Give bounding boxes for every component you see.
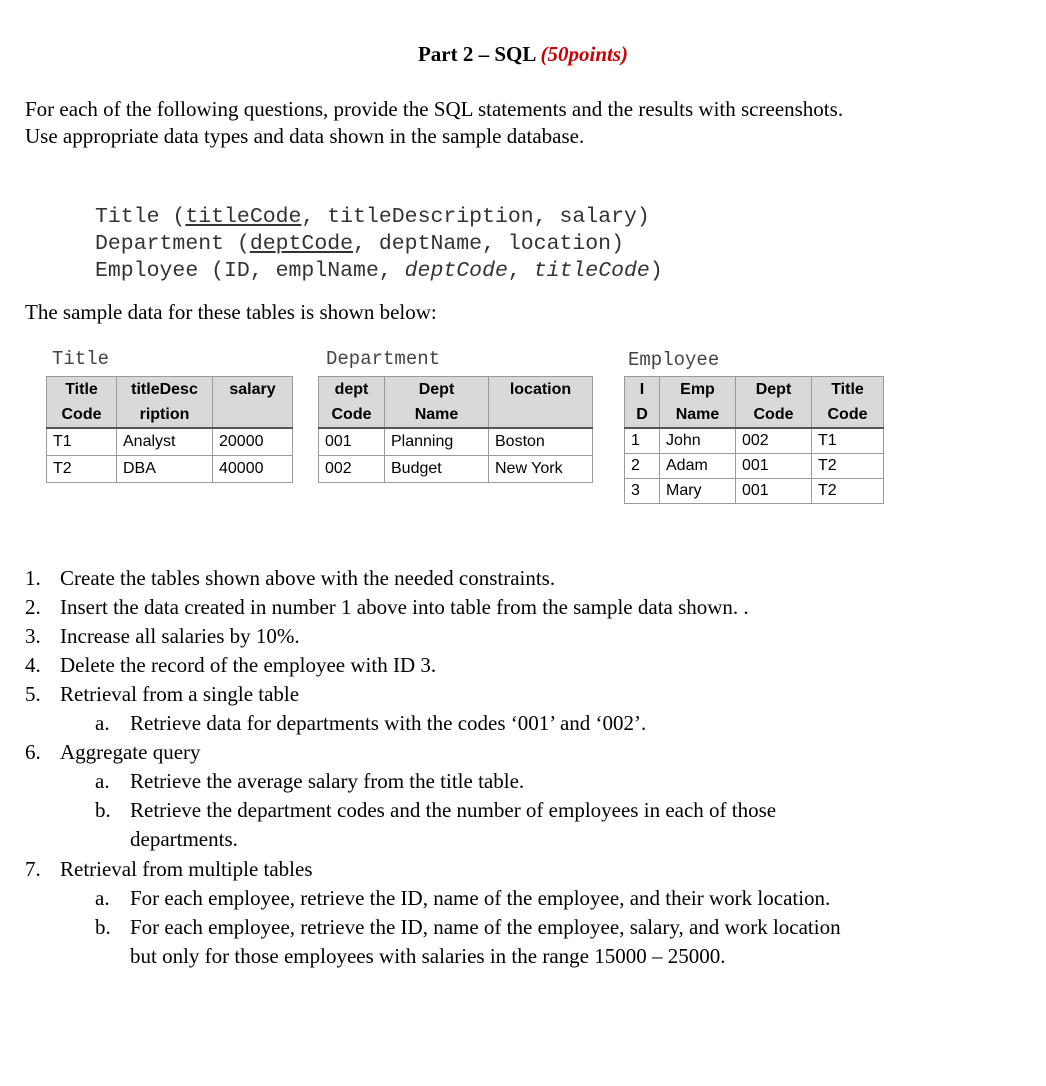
subquestion-letter: b. [95, 915, 111, 939]
table-cell: 002 [319, 456, 385, 483]
question-6b [95, 796, 776, 825]
table-cell: 002 [736, 428, 812, 454]
page-heading [0, 42, 1046, 67]
subquestion-text: For each employee, retrieve the ID, name of the employee, salary, and work location [130, 915, 841, 939]
table-cell: Budget [385, 456, 489, 483]
question-5 [25, 680, 299, 709]
question-3 [25, 622, 300, 651]
question-4 [25, 651, 436, 680]
column-header: I D [625, 377, 660, 429]
question-7 [25, 855, 313, 884]
column-header: Title Code [812, 377, 884, 429]
table-row [47, 456, 293, 483]
schema-title [95, 204, 663, 231]
subquestion-letter: a. [95, 711, 110, 735]
subquestion-text: For each employee, retrieve the ID, name of the employee, and their work location. [130, 886, 831, 910]
table-row [625, 428, 884, 454]
schema-department-key: deptCode [249, 232, 354, 256]
table-cell: Analyst [117, 428, 213, 456]
table-cell: Mary [660, 479, 736, 504]
table-row [47, 428, 293, 456]
question-6 [25, 738, 201, 767]
title-header-row [47, 377, 293, 429]
department-header-row [319, 377, 593, 429]
table-cell: T1 [47, 428, 117, 456]
question-text: Aggregate query [60, 740, 201, 764]
question-7a [95, 884, 830, 913]
table-row [625, 454, 884, 479]
subquestion-text: Retrieve the average salary from the title table. [130, 769, 525, 793]
subquestion-text: Retrieve data for departments with the codes ‘001’ and ‘002’. [130, 711, 647, 735]
schema-title-key: titleCode [185, 205, 302, 229]
schema-department [95, 231, 663, 258]
question-number: 7. [25, 857, 41, 881]
department-table-caption: Department [326, 348, 441, 370]
table-row [625, 479, 884, 504]
employee-table [624, 376, 884, 504]
subquestion-letter: a. [95, 886, 110, 910]
subquestion-letter: b. [95, 798, 111, 822]
column-header: Title Code [47, 377, 117, 429]
heading-points: (50points) [540, 42, 629, 66]
intro-paragraph [25, 96, 843, 150]
question-text: Increase all salaries by 10%. [60, 624, 300, 648]
schema-employee-sep: , [507, 259, 534, 283]
subquestion-text: Retrieve the department codes and the number of employees in each of those [130, 798, 777, 822]
employee-table-caption: Employee [628, 349, 720, 371]
table-row [319, 428, 593, 456]
table-cell: 1 [625, 428, 660, 454]
table-cell: Boston [489, 428, 593, 456]
table-cell: 001 [736, 479, 812, 504]
table-cell: T1 [812, 428, 884, 454]
table-cell: T2 [812, 479, 884, 504]
schema-employee-end: ) [649, 259, 663, 283]
table-cell: John [660, 428, 736, 454]
department-table [318, 376, 593, 483]
question-number: 4. [25, 653, 41, 677]
table-cell: Adam [660, 454, 736, 479]
question-number: 3. [25, 624, 41, 648]
table-row [319, 456, 593, 483]
schema-department-name: Department ( [95, 232, 250, 256]
heading-text: Part 2 – SQL [417, 42, 541, 66]
schema-title-rest: , titleDescription, salary) [301, 205, 650, 229]
question-1 [25, 564, 555, 593]
question-text: Create the tables shown above with the needed constraints. [60, 566, 556, 590]
table-cell: 3 [625, 479, 660, 504]
column-header: location [489, 377, 593, 429]
column-header: Dept Name [385, 377, 489, 429]
table-cell: 001 [736, 454, 812, 479]
intro-line-1: For each of the following questions, provide the SQL statements and the results with screenshots. [25, 97, 844, 121]
question-6b-continuation: departments. [130, 827, 238, 851]
table-cell: T2 [812, 454, 884, 479]
schema-department-rest: , deptName, location) [353, 232, 624, 256]
question-7b [95, 913, 841, 942]
question-text: Retrieval from a single table [60, 682, 300, 706]
question-7b-continuation: but only for those employees with salaries in the range 15000 – 25000. [130, 944, 726, 968]
column-header: titleDesc ription [117, 377, 213, 429]
question-text: Retrieval from multiple tables [60, 857, 313, 881]
schema-employee-fk1: deptCode [404, 259, 508, 283]
question-number: 6. [25, 740, 41, 764]
schema-employee [95, 258, 663, 285]
schema-employee-fk2: titleCode [533, 259, 650, 283]
question-5a [95, 709, 646, 738]
table-cell: T2 [47, 456, 117, 483]
schema-title-name: Title ( [95, 205, 186, 229]
table-cell: 001 [319, 428, 385, 456]
intro-line-2: Use appropriate data types and data shown in the sample database. [25, 124, 585, 148]
table-cell: DBA [117, 456, 213, 483]
question-number: 5. [25, 682, 41, 706]
question-6a [95, 767, 524, 796]
schema-definitions [95, 204, 663, 285]
table-cell: 20000 [213, 428, 293, 456]
column-header: Emp Name [660, 377, 736, 429]
question-number: 2. [25, 595, 41, 619]
subquestion-letter: a. [95, 769, 110, 793]
question-number: 1. [25, 566, 41, 590]
table-cell: New York [489, 456, 593, 483]
column-header: dept Code [319, 377, 385, 429]
title-table-caption: Title [52, 348, 110, 370]
question-2 [25, 593, 749, 622]
column-header: salary [213, 377, 293, 429]
table-cell: 2 [625, 454, 660, 479]
table-cell: 40000 [213, 456, 293, 483]
schema-employee-name: Employee (ID, emplName, [95, 259, 405, 283]
sample-intro: The sample data for these tables is shown below: [25, 300, 437, 324]
employee-header-row [625, 377, 884, 429]
question-text: Insert the data created in number 1 above into table from the sample data shown. . [60, 595, 749, 619]
column-header: Dept Code [736, 377, 812, 429]
table-cell: Planning [385, 428, 489, 456]
question-text: Delete the record of the employee with ID 3. [60, 653, 437, 677]
title-table [46, 376, 293, 483]
